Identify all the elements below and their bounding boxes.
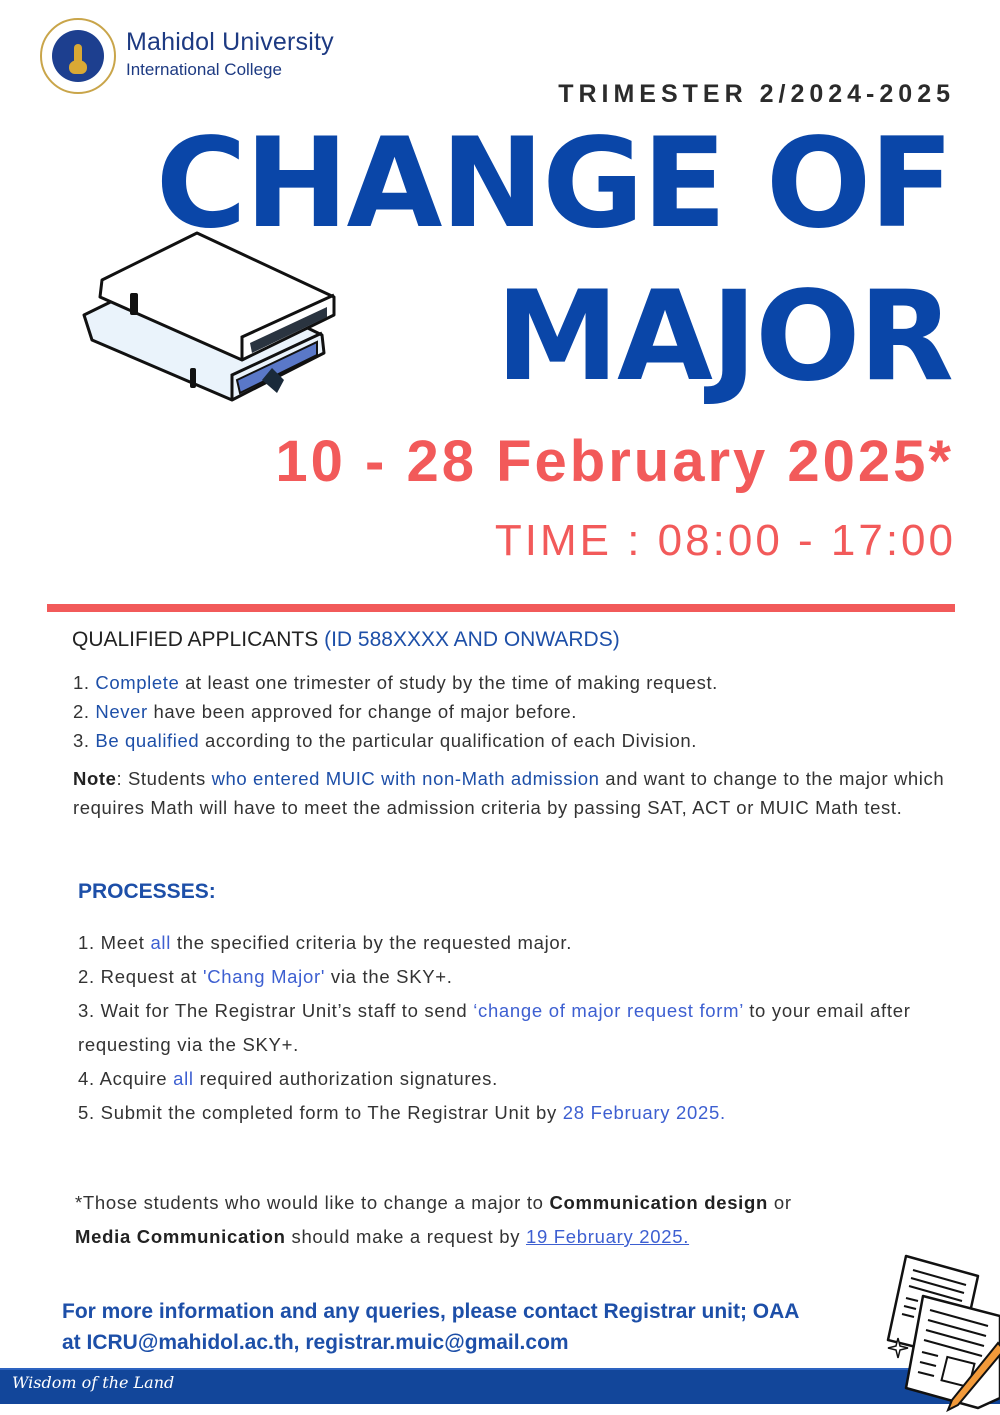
- divider: [47, 604, 955, 612]
- list-item: 4. Acquire all required authorization signatures.: [78, 1068, 498, 1089]
- title-line-1: CHANGE OF: [155, 112, 952, 256]
- title-line-2: MAJOR: [495, 265, 952, 409]
- contact-emails[interactable]: at ICRU@mahidol.ac.th, registrar.muic@gmail.com: [62, 1331, 569, 1354]
- trimester-label: TRIMESTER 2/2024-2025: [558, 80, 955, 108]
- deadline-link[interactable]: 19 February 2025.: [525, 1226, 690, 1247]
- list-item: 1. Meet all the specified criteria by the requested major.: [78, 932, 573, 953]
- list-item: 2. Request at 'Chang Major' via the SKY+.: [78, 966, 453, 987]
- documents-pencil-icon: [878, 1248, 1000, 1415]
- list-item: 3. Be qualified according to the particular qualification of each Division.: [73, 730, 697, 751]
- qualified-applicants-heading: QUALIFIED APPLICANTS (ID 588XXXX AND ONWARDS): [72, 628, 620, 651]
- math-note: Note: Students who entered MUIC with non-Math admission and want to change to the major which requires Math will have to meet the admission criteria by passing SAT, ACT or MUIC Math test.: [73, 768, 945, 818]
- motto: Wisdom of the Land: [12, 1373, 175, 1392]
- process-list: [78, 926, 958, 1130]
- date-range: 10 - 28 February 2025*: [275, 429, 954, 494]
- list-item: 3. Wait for The Registrar Unit’s staff to send ‘change of major request form’ to your email after requesting via the SKY+.: [78, 1000, 911, 1055]
- mahidol-seal-icon: [40, 18, 116, 94]
- id-range: (ID 588XXXX AND ONWARDS): [324, 628, 620, 651]
- university-name: Mahidol University: [126, 28, 334, 56]
- contact-info: For more information and any queries, please contact Registrar unit; OAA at ICRU@mahidol.ac.th, registrar.muic@gmail.com: [62, 1296, 799, 1358]
- time-range: TIME : 08:00 - 17:00: [494, 516, 956, 565]
- list-item: 1. Complete at least one trimester of study by the time of making request.: [73, 672, 718, 693]
- list-item: 2. Never have been approved for change of major before.: [73, 701, 578, 722]
- stacked-books-icon: [72, 185, 342, 410]
- processes-heading: PROCESSES:: [78, 880, 216, 903]
- communication-footnote: *Those students who would like to change a major to Communication design or Media Communication should make a request by 19 February 2025.: [75, 1192, 792, 1247]
- list-item: 5. Submit the completed form to The Registrar Unit by 28 February 2025.: [78, 1102, 726, 1123]
- college-name: International College: [126, 60, 282, 79]
- qualification-list: [73, 668, 718, 755]
